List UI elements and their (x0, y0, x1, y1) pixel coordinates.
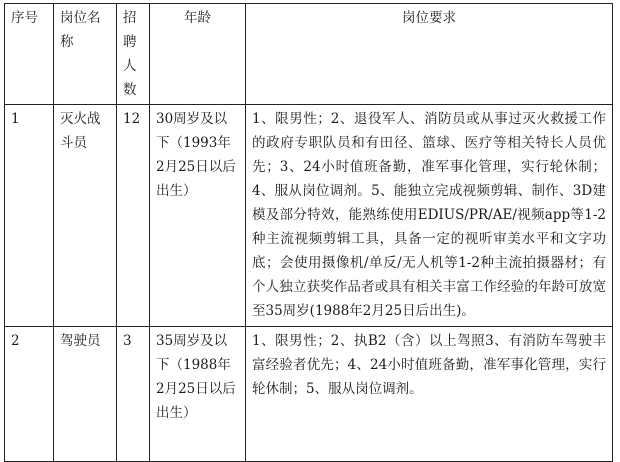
table-header-row (5, 4, 613, 105)
header-requirements: 岗位要求 (246, 4, 613, 105)
cell-age: 35周岁及以下（1988年2月25日以后出生） (150, 327, 246, 462)
header-age: 年龄 (150, 4, 246, 105)
cell-requirements: 1、限男性；2、退役军人、消防员或从事过灭火救援工作的政府专职队员和有田径、篮球、医疗等相关特长人员优先；3、24小时值班备勤，准军事化管理，实行轮休制；4、服从岗位调剂。5、能独立完成视频剪辑、制作、3D建模及部分特效，能熟练使用EDIUS/PR/AE/视频app等1-2种主流视频剪辑工具，具备一定的视听审美水平和文字功底；会使用摄像机/单反/无人机等1-2种主流拍摄器材；有个人独立获奖作品者或具有相关丰富工作经验的年龄可放宽至35周岁(1988年2月25日后出生)。 (246, 105, 613, 327)
header-index: 序号 (5, 4, 54, 105)
table-row (5, 327, 613, 462)
cell-headcount: 3 (117, 327, 150, 462)
cell-age: 30周岁及以下（1993年2月25日以后出生） (150, 105, 246, 327)
recruitment-table (4, 3, 613, 462)
cell-index: 2 (5, 327, 54, 462)
cell-position-name: 灭火战斗员 (54, 105, 117, 327)
cell-requirements: 1、限男性；2、执B2（含）以上驾照3、有消防车驾驶丰富经验者优先；4、24小时值班备勤，准军事化管理，实行轮休制；5、服从岗位调剂。 (246, 327, 613, 462)
header-position-name: 岗位名称 (54, 4, 117, 105)
cell-index: 1 (5, 105, 54, 327)
cell-position-name: 驾驶员 (54, 327, 117, 462)
table-row (5, 105, 613, 327)
cell-headcount: 12 (117, 105, 150, 327)
header-headcount: 招聘人数 (117, 4, 150, 105)
